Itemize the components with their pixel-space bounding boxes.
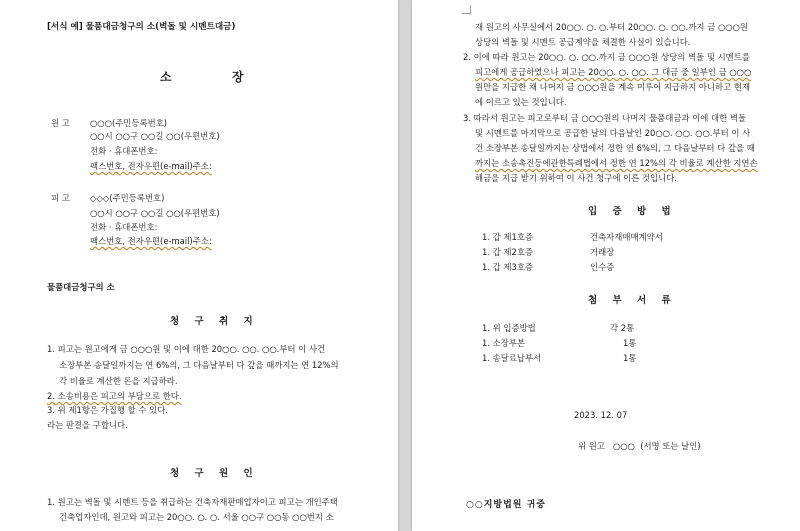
claim-line: 라는 판결을 구합니다. (47, 420, 128, 430)
evidence-item: 1. 갑 제1호증 (482, 232, 534, 242)
attachment-item: 1. 송달료납부서 (482, 353, 542, 363)
cause-line: 재 원고의 사무실에서 20○○. ○. ○.부터 20○○. ○. ○○.까지 금 ○○○원 (475, 22, 748, 32)
doc-title-first: 소 (160, 70, 172, 84)
cause-line: 1. 원고는 벽돌 및 시멘트 등을 취급하는 건축자재판매업자이고 피고는 개인주택 (47, 497, 338, 507)
defendant-name: ◇◇◇(주민등록번호) (90, 193, 165, 203)
attachment-qty: 각 2통 (610, 323, 635, 333)
evidence-heading: 입 증 방 법 (588, 206, 677, 217)
defendant-label: 피 고 (51, 193, 70, 203)
cause-line: 에 이르고 있는 것입니다. (475, 97, 567, 107)
evidence-desc: 인수증 (590, 262, 615, 272)
margin-corner-mark (462, 5, 471, 14)
evidence-desc: 거래장 (590, 247, 615, 257)
evidence-item: 1. 갑 제2호증 (482, 247, 534, 257)
plaintiff-phone: 전화 · 휴대폰번호: (90, 146, 158, 156)
cause-line: 원만을 지급한 채 나머지 금 ○○○원을 계속 미루어 지급하지 아니하고 현재 (475, 82, 751, 92)
attachment-qty: 1통 (623, 353, 637, 363)
cause-line: 및 시멘트를 마지막으로 공급한 날의 다음날인 20○○. ○○. ○○.부터 이 사 (475, 128, 751, 138)
cause-line: 건축업자인데, 원고와 피고는 20○○. ○. ○. 서울 ○○구 ○○동 ○○번지 소 (59, 512, 334, 522)
claim-line: 3. 위 제1항은 가집행 할 수 있다. (47, 405, 168, 415)
plaintiff-address: ○○시 ○○구 ○○길 ○○(우편번호) (90, 131, 220, 141)
form-header: [서식 예] 물품대금청구의 소(벽돌 및 시멘트대금) (47, 22, 236, 32)
evidence-item: 1. 갑 제3호증 (482, 262, 534, 272)
cause-line: 상당의 벽돌 및 시멘트 공급계약을 체결한 사실이 있습니다. (475, 37, 691, 47)
filing-date: 2023. 12. 07 (574, 410, 628, 420)
cause-line: 까지는 소송촉진등에관한특례법에서 정한 연 12%의 각 비율로 계산한 지연손 (475, 158, 758, 168)
claim-line: 2. 소송비용은 피고의 부담으로 한다. (47, 391, 182, 401)
cause-heading: 청 구 원 인 (170, 468, 259, 479)
plaintiff-name: ○○○(주민등록번호) (90, 118, 168, 128)
defendant-address: ○○시 ○○구 ○○길 ○○(우편번호) (90, 208, 220, 218)
claim-line: 각 비율로 계산한 돈을 지급하라. (59, 376, 178, 386)
plaintiff-fax-email: 팩스번호, 전자우편(e-mail)주소: (90, 161, 212, 171)
document-page-left (0, 0, 398, 531)
cause-line: 2. 이에 따라 원고는 20○○. ○. ○○.까지 금 ○○○원 상당의 벽돌 및 시멘트를 (463, 52, 750, 62)
signer-name: ○○○ (612, 441, 635, 451)
defendant-phone: 전화 · 휴대폰번호: (90, 222, 158, 232)
evidence-desc: 건축자재매매계약서 (590, 232, 663, 242)
signature-line (578, 441, 701, 452)
cause-line: 3. 따라서 원고는 피고로부터 금 ○○○원의 나머지 물품대금과 이에 대한 벽돌 (463, 113, 747, 123)
claim-line: 소장부본 송달일까지는 연 6%의, 그 다음날부터 다 갚을 때까지는 연 12%의 (59, 360, 339, 370)
doc-title-second: 장 (232, 70, 244, 84)
cause-line: 해금을 지급 받기 위하여 이 사건 청구에 이른 것입니다. (475, 173, 677, 183)
document-page-right (412, 0, 800, 531)
defendant-fax-email: 팩스번호, 전자우편(e-mail)주소: (90, 236, 212, 246)
attachment-item: 1. 위 입증방법 (482, 323, 536, 333)
signer-note: (서명 또는 날인) (640, 441, 701, 451)
attachment-qty: 1통 (623, 338, 637, 348)
cause-line: 피고에게 공급하였으나 피고는 20○○. ○. ○○. 그 대금 중 일부인 금 ○○○ (475, 67, 752, 77)
cause-line: 건 소장부본 송달일까지는 상법에서 정한 연 6%의, 그 다음날부터 다 갚을 때 (475, 143, 755, 153)
claim-heading: 청 구 취 지 (170, 316, 259, 327)
signer-label: 위 원고 (578, 441, 605, 451)
attachments-heading: 첨 부 서 류 (588, 295, 677, 306)
court-addressee: ○○지방법원 귀중 (466, 500, 547, 510)
claim-line: 1. 피고는 원고에게 금 ○○○원 및 이에 대한 20○○. ○○. ○○.부터 이 사건 (47, 344, 326, 354)
attachment-item: 1. 소장부본 (482, 338, 526, 348)
plaintiff-label: 원 고 (51, 118, 70, 128)
case-name: 물품대금청구의 소 (47, 282, 115, 292)
